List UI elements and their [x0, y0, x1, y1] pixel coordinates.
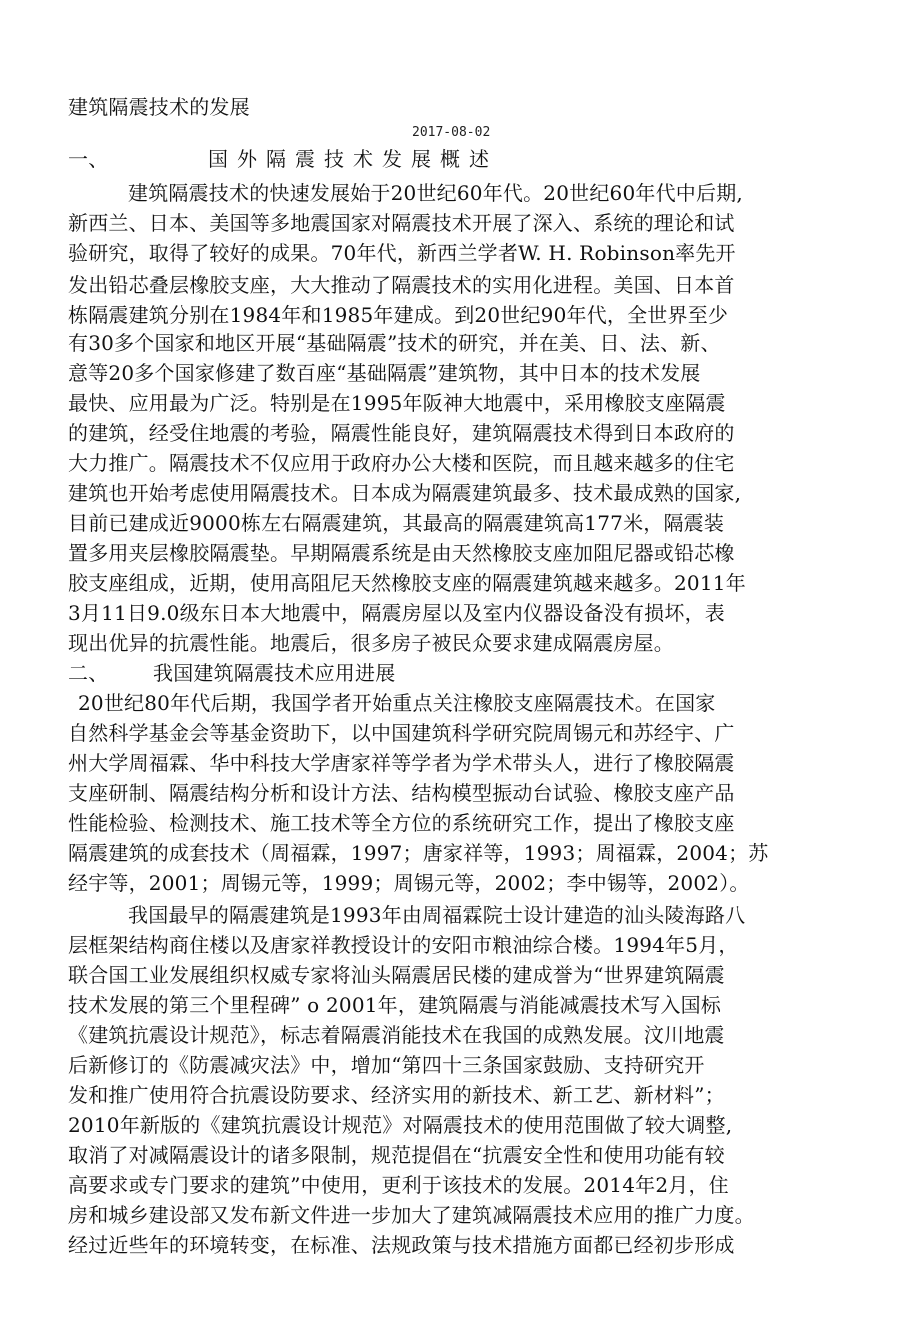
paragraph-line: 隔震建筑的成套技术（周福霖，1997；唐家祥等，1993；周福霖，2004；苏 — [68, 841, 769, 865]
paragraph-line: 经过近些年的环境转变，在标准、法规政策与技术措施方面都已经初步形成 — [68, 1233, 735, 1257]
paragraph-line: 高要求或专门要求的建筑”中使用，更利于该技术的发展。2014年2月，住 — [68, 1173, 729, 1197]
paragraph-line: 支座研制、隔震结构分析和设计方法、结构模型振动台试验、橡胶支座产品 — [68, 781, 735, 805]
paragraph-line: 目前已建成近9000栋左右隔震建筑，其最高的隔震建筑高177米，隔震装 — [68, 511, 725, 535]
publish-date: 2017-08-02 — [412, 125, 491, 140]
paragraph-line: 最快、应用最为广泛。特别是在1995年阪神大地震中，采用橡胶支座隔震 — [68, 391, 726, 415]
paragraph-line: 我国最早的隔震建筑是1993年由周福霖院士设计建造的汕头陵海路八 — [128, 903, 746, 927]
paragraph-line: 栋隔震建筑分别在1984年和1985年建成。到20世纪90年代，全世界至少 — [68, 303, 729, 327]
paragraph-line: 后新修订的《防震减灾法》中，增加“第四十三条国家鼓励、支持研究开 — [68, 1053, 705, 1077]
paragraph-line: 建筑隔震技术的快速发展始于20世纪60年代。20世纪60年代中后期, — [128, 181, 743, 205]
document-title: 建筑隔震技术的发展 — [68, 95, 250, 119]
paragraph-line: 置多用夹层橡胶隔震垫。早期隔震系统是由天然橡胶支座加阻尼器或铅芯橡 — [68, 541, 735, 565]
paragraph-line: 的建筑，经受住地震的考验，隔震性能良好，建筑隔震技术得到日本政府的 — [68, 421, 735, 445]
paragraph-line: 取消了对减隔震设计的诸多限制，规范提倡在“抗震安全性和使用功能有较 — [68, 1143, 725, 1167]
paragraph-line: 层框架结构商住楼以及唐家祥教授设计的安阳市粮油综合楼。1994年5月， — [68, 933, 739, 957]
section2-heading: 我国建筑隔震技术应用进展 — [153, 661, 396, 685]
paragraph-line: 意等20多个国家修建了数百座“基础隔震”建筑物，其中日本的技术发展 — [68, 361, 701, 385]
paragraph-line: 2010年新版的《建筑抗震设计规范》对隔震技术的使用范围做了较大调整, — [68, 1113, 733, 1137]
paragraph-line: 自然科学基金会等基金资助下，以中国建筑科学研究院周锡元和苏经宇、广 — [68, 721, 735, 745]
paragraph-line: 发出铅芯叠层橡胶支座，大大推动了隔震技术的实用化进程。美国、日本首 — [68, 273, 735, 297]
paragraph-line: 20世纪80年代后期，我国学者开始重点关注橡胶支座隔震技术。在国家 — [78, 691, 716, 715]
paragraph-line: 建筑也开始考虑使用隔震技术。日本成为隔震建筑最多、技术最成熟的国家, — [68, 481, 742, 505]
section1-heading: 国外隔震技术发展概述 — [208, 147, 498, 171]
paragraph-line: 3月11日9.0级东日本大地震中，隔震房屋以及室内仪器设备没有损坏，表 — [68, 601, 725, 625]
paragraph-line: 经宇等，2001；周锡元等，1999；周锡元等，2002；李中锡等，2002）。 — [68, 871, 750, 895]
paragraph-line: 大力推广。隔震技术不仅应用于政府办公大楼和医院，而且越来越多的住宅 — [68, 451, 735, 475]
paragraph-line: 性能检验、检测技术、施工技术等全方位的系统研究工作，提出了橡胶支座 — [68, 811, 735, 835]
paragraph-line: 发和推广使用符合抗震设防要求、经济实用的新技术、新工艺、新材料”； — [68, 1083, 725, 1107]
paragraph-line: 技术发展的第三个里程碑” o 2001年，建筑隔震与消能减震技术写入国标 — [68, 993, 722, 1017]
paragraph-line: 州大学周福霖、华中科技大学唐家祥等学者为学术带头人，进行了橡胶隔震 — [68, 751, 735, 775]
paragraph-line: 《建筑抗震设计规范》，标志着隔震消能技术在我国的成熟发展。汶川地震 — [68, 1023, 725, 1047]
paragraph-line: 现出优异的抗震性能。地震后，很多房子被民众要求建成隔震房屋。 — [68, 631, 674, 655]
section1-number: 一、 — [68, 147, 109, 171]
paragraph-line: 联合国工业发展组织权威专家将汕头隔震居民楼的建成誉为“世界建筑隔震 — [68, 963, 725, 987]
paragraph-line: 验研究，取得了较好的成果。70年代，新西兰学者W. H. Robinson率先开 — [68, 241, 736, 265]
paragraph-line: 房和城乡建设部又发布新文件进一步加大了建筑减隔震技术应用的推广力度。 — [68, 1203, 755, 1227]
section2-number: 二、 — [68, 661, 109, 685]
paragraph-line: 有30多个国家和地区开展“基础隔震”技术的研究，并在美、日、法、新、 — [68, 331, 721, 355]
paragraph-line: 胶支座组成，近期，使用高阻尼天然橡胶支座的隔震建筑越来越多。2011年 — [68, 571, 746, 595]
paragraph-line: 新西兰、日本、美国等多地震国家对隔震技术开展了深入、系统的理论和试 — [68, 211, 735, 235]
